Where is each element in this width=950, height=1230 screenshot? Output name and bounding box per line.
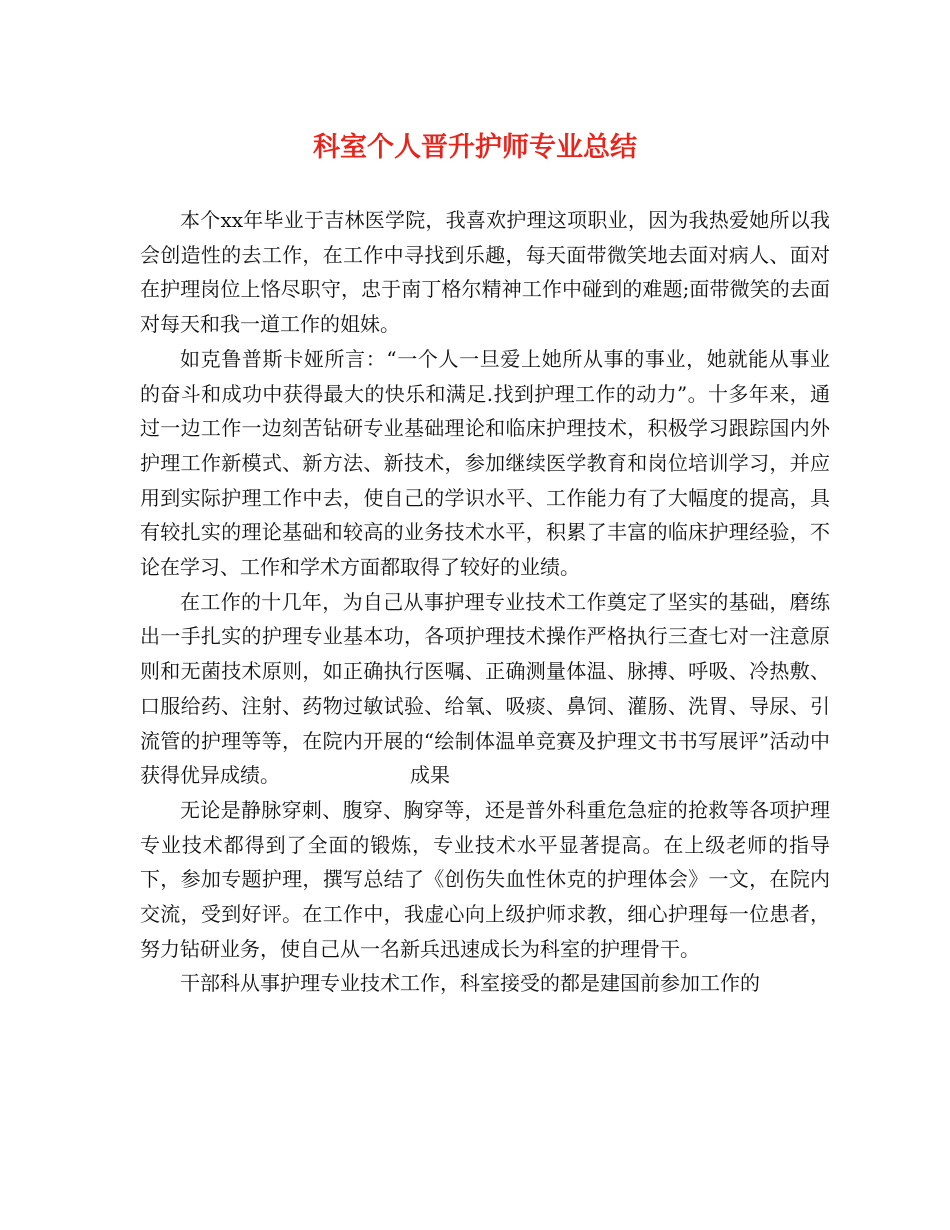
document-body	[140, 203, 830, 1001]
paragraph-5: 干部科从事护理专业技术工作，科室接受的都是建国前参加工作的	[180, 971, 760, 996]
paragraph-1: 本个xx年毕业于吉林医学院，我喜欢护理这项职业，因为我热爱她所以我会创造性的去工作，在工作中寻找到乐趣，每天面带微笑地去面对病人、面对在护理岗位上恪尽职守，忠于南丁格尔精神工作中碰到的难题;面带微笑的去面对每天和我一道工作的姐妹。	[140, 208, 830, 337]
paragraph-2: 如克鲁普斯卡娅所言：“一个人一旦爱上她所从事的事业，她就能从事业的奋斗和成功中获得最大的快乐和满足.找到护理工作的动力”。十多年来，通过一边工作一边刻苦钻研专业基础理论和临床护理技术，积极学习跟踪国内外护理工作新模式、新方法、新技术，参加继续医学教育和岗位培训学习，并应用到实际护理工作中去，使自己的学识水平、工作能力有了大幅度的提高，具有较扎实的理论基础和较高的业务技术水平，积累了丰富的临床护理经验，不论在学习、工作和学术方面都取得了较好的业绩。	[140, 346, 830, 580]
inline-word-chengguo: 成果	[410, 763, 450, 788]
paragraph-3-text: 在工作的十几年，为自己从事护理专业技术工作奠定了坚实的基础，磨练出一手扎实的护理专业基本功，各项护理技术操作严格执行三查七对一注意原则和无菌技术原则，如正确执行医嘱、正确测量体温、脉搏、呼吸、冷热敷、口服给药、注射、药物过敏试验、给氧、吸痰、鼻饲、灌肠、洗胃、导尿、引流管的护理等等，在院内开展的“绘制体温单竞赛及护理文书书写展评”活动中获得优异成绩。	[140, 589, 830, 788]
document-title: 科室个人晋升护师专业总结	[313, 132, 637, 163]
paragraph-3	[140, 585, 830, 793]
paragraph-4: 无论是静脉穿刺、腹穿、胸穿等，还是普外科重危急症的抢救等各项护理专业技术都得到了全面的锻炼，专业技术水平显著提高。在上级老师的指导下，参加专题护理，撰写总结了《创伤失血性休克的护理体会》一文，在院内交流，受到好评。在工作中，我虚心向上级护师求教，细心护理每一位患者，努力钻研业务，使自己从一名新兵迅速成长为科室的护理骨干。	[140, 797, 830, 961]
